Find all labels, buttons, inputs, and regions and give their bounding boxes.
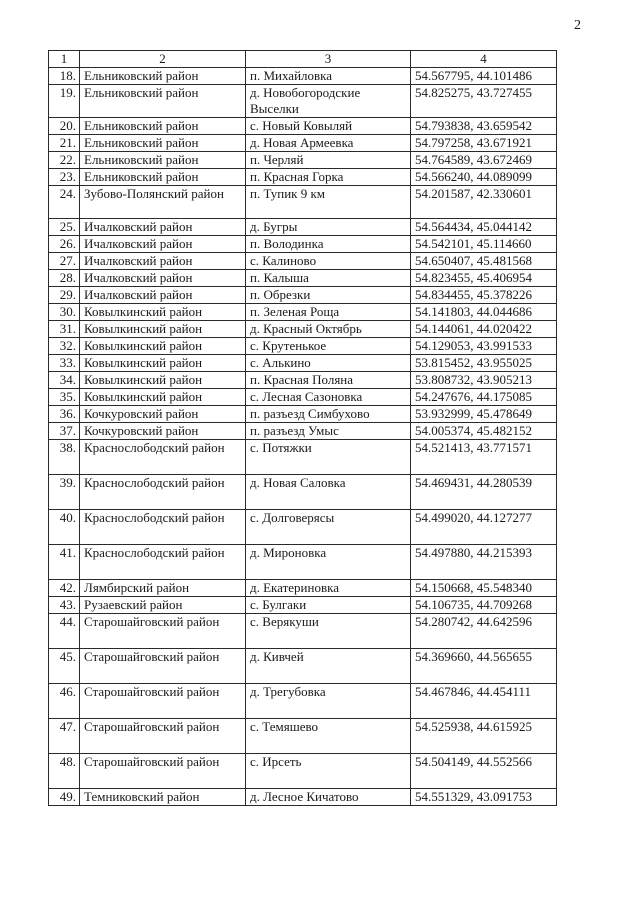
coordinates-cell: 54.467846, 44.454111 — [411, 684, 557, 719]
settlement-cell: д. Екатериновка — [246, 580, 411, 597]
settlement-cell: п. Калыша — [246, 270, 411, 287]
settlement-cell: п. Володинка — [246, 236, 411, 253]
table-row — [49, 545, 557, 580]
row-number: 34. — [49, 372, 80, 389]
district-cell: Краснослободский район — [80, 545, 246, 580]
settlement-cell: п. разъезд Симбухово — [246, 406, 411, 423]
district-cell: Ельниковский район — [80, 152, 246, 169]
table-row — [49, 253, 557, 270]
district-cell: Рузаевский район — [80, 597, 246, 614]
table-row — [49, 614, 557, 649]
table-row — [49, 355, 557, 372]
settlement-cell: с. Темяшево — [246, 719, 411, 754]
row-number: 25. — [49, 219, 80, 236]
district-cell: Ичалковский район — [80, 219, 246, 236]
row-number: 41. — [49, 545, 80, 580]
district-cell: Ельниковский район — [80, 118, 246, 135]
coordinates-cell: 54.551329, 43.091753 — [411, 789, 557, 806]
coordinates-cell: 54.825275, 43.727455 — [411, 85, 557, 118]
table-row — [49, 287, 557, 304]
row-number: 38. — [49, 440, 80, 475]
table-row — [49, 406, 557, 423]
district-cell: Лямбирский район — [80, 580, 246, 597]
coordinates-cell: 54.504149, 44.552566 — [411, 754, 557, 789]
row-number: 47. — [49, 719, 80, 754]
coordinates-cell: 54.280742, 44.642596 — [411, 614, 557, 649]
district-cell: Темниковский район — [80, 789, 246, 806]
row-number: 36. — [49, 406, 80, 423]
district-cell: Ковылкинский район — [80, 321, 246, 338]
settlement-cell: п. Зеленая Роща — [246, 304, 411, 321]
table-row — [49, 510, 557, 545]
table-row — [49, 304, 557, 321]
coordinates-cell: 54.823455, 45.406954 — [411, 270, 557, 287]
coordinates-cell: 53.932999, 45.478649 — [411, 406, 557, 423]
district-cell: Ельниковский район — [80, 169, 246, 186]
coordinates-cell: 53.815452, 43.955025 — [411, 355, 557, 372]
settlement-cell: д. Кивчей — [246, 649, 411, 684]
table-row — [49, 789, 557, 806]
row-number: 35. — [49, 389, 80, 406]
district-cell: Ичалковский район — [80, 287, 246, 304]
row-number: 30. — [49, 304, 80, 321]
coordinates-cell: 53.808732, 43.905213 — [411, 372, 557, 389]
settlement-cell: с. Булгаки — [246, 597, 411, 614]
table-row — [49, 580, 557, 597]
row-number: 23. — [49, 169, 80, 186]
table-row — [49, 85, 557, 118]
row-number: 39. — [49, 475, 80, 510]
column-header-4: 4 — [411, 51, 557, 68]
row-number: 18. — [49, 68, 80, 85]
coordinates-cell: 54.525938, 44.615925 — [411, 719, 557, 754]
settlement-cell: п. Михайловка — [246, 68, 411, 85]
row-number: 44. — [49, 614, 80, 649]
settlement-cell: п. Тупик 9 км — [246, 186, 411, 219]
table-row — [49, 118, 557, 135]
district-cell: Ичалковский район — [80, 270, 246, 287]
coordinates-cell: 54.567795, 44.101486 — [411, 68, 557, 85]
row-number: 48. — [49, 754, 80, 789]
coordinates-cell: 54.005374, 45.482152 — [411, 423, 557, 440]
table-body — [49, 68, 557, 806]
table-row — [49, 389, 557, 406]
district-cell: Старошайговский район — [80, 754, 246, 789]
coordinates-cell: 54.793838, 43.659542 — [411, 118, 557, 135]
row-number: 29. — [49, 287, 80, 304]
settlement-cell: с. Новый Ковыляй — [246, 118, 411, 135]
coordinates-cell: 54.764589, 43.672469 — [411, 152, 557, 169]
coordinates-cell: 54.369660, 44.565655 — [411, 649, 557, 684]
coordinates-cell: 54.564434, 45.044142 — [411, 219, 557, 236]
district-cell: Ковылкинский район — [80, 389, 246, 406]
coordinates-cell: 54.497880, 44.215393 — [411, 545, 557, 580]
row-number: 21. — [49, 135, 80, 152]
district-cell: Ковылкинский район — [80, 372, 246, 389]
coordinates-cell: 54.469431, 44.280539 — [411, 475, 557, 510]
coordinates-cell: 54.521413, 43.771571 — [411, 440, 557, 475]
row-number: 20. — [49, 118, 80, 135]
table-row — [49, 338, 557, 355]
coordinates-cell: 54.834455, 45.378226 — [411, 287, 557, 304]
district-cell: Кочкуровский район — [80, 406, 246, 423]
table-row — [49, 475, 557, 510]
district-cell: Краснослободский район — [80, 440, 246, 475]
district-cell: Старошайговский район — [80, 684, 246, 719]
table-row — [49, 321, 557, 338]
table-row — [49, 754, 557, 789]
district-cell: Ковылкинский район — [80, 304, 246, 321]
settlement-cell: д. Новобогородские Выселки — [246, 85, 411, 118]
settlement-cell: д. Новая Армеевка — [246, 135, 411, 152]
settlement-cell: д. Новая Саловка — [246, 475, 411, 510]
row-number: 49. — [49, 789, 80, 806]
district-cell: Старошайговский район — [80, 719, 246, 754]
row-number: 45. — [49, 649, 80, 684]
row-number: 32. — [49, 338, 80, 355]
page-number: 2 — [574, 18, 581, 33]
coordinates-cell: 54.201587, 42.330601 — [411, 186, 557, 219]
coordinates-cell: 54.542101, 45.114660 — [411, 236, 557, 253]
row-number: 31. — [49, 321, 80, 338]
table-row — [49, 597, 557, 614]
table-row — [49, 169, 557, 186]
settlement-cell: п. Черляй — [246, 152, 411, 169]
settlement-cell: п. Обрезки — [246, 287, 411, 304]
settlement-cell: с. Калиново — [246, 253, 411, 270]
district-cell: Ковылкинский район — [80, 338, 246, 355]
settlement-cell: п. Красная Горка — [246, 169, 411, 186]
table-row — [49, 68, 557, 85]
coordinates-cell: 54.141803, 44.044686 — [411, 304, 557, 321]
district-cell: Краснослободский район — [80, 510, 246, 545]
column-header-3: 3 — [246, 51, 411, 68]
coordinates-cell: 54.106735, 44.709268 — [411, 597, 557, 614]
row-number: 46. — [49, 684, 80, 719]
district-cell: Кочкуровский район — [80, 423, 246, 440]
table-row — [49, 684, 557, 719]
row-number: 26. — [49, 236, 80, 253]
coordinates-cell: 54.499020, 44.127277 — [411, 510, 557, 545]
settlement-cell: с. Лесная Сазоновка — [246, 389, 411, 406]
table-row — [49, 372, 557, 389]
row-number: 33. — [49, 355, 80, 372]
row-number: 43. — [49, 597, 80, 614]
district-cell: Ковылкинский район — [80, 355, 246, 372]
settlements-table — [48, 50, 557, 806]
row-number: 19. — [49, 85, 80, 118]
table-row — [49, 236, 557, 253]
district-cell: Ичалковский район — [80, 253, 246, 270]
coordinates-cell: 54.797258, 43.671921 — [411, 135, 557, 152]
column-header-2: 2 — [80, 51, 246, 68]
row-number: 22. — [49, 152, 80, 169]
row-number: 28. — [49, 270, 80, 287]
settlement-cell: с. Долговерясы — [246, 510, 411, 545]
settlement-cell: с. Алькино — [246, 355, 411, 372]
settlement-cell: с. Верякуши — [246, 614, 411, 649]
row-number: 37. — [49, 423, 80, 440]
district-cell: Ельниковский район — [80, 68, 246, 85]
row-number: 27. — [49, 253, 80, 270]
settlement-cell: п. разъезд Умыс — [246, 423, 411, 440]
table-row — [49, 219, 557, 236]
district-cell: Ельниковский район — [80, 135, 246, 152]
district-cell: Зубово-Полянский район — [80, 186, 246, 219]
coordinates-cell: 54.650407, 45.481568 — [411, 253, 557, 270]
table-row — [49, 135, 557, 152]
settlement-cell: с. Крутенькое — [246, 338, 411, 355]
settlement-cell: п. Красная Поляна — [246, 372, 411, 389]
table-row — [49, 270, 557, 287]
row-number: 24. — [49, 186, 80, 219]
table-row — [49, 152, 557, 169]
coordinates-cell: 54.144061, 44.020422 — [411, 321, 557, 338]
district-cell: Ичалковский район — [80, 236, 246, 253]
table-row — [49, 649, 557, 684]
column-header-1: 1 — [49, 51, 80, 68]
table-row — [49, 423, 557, 440]
coordinates-cell: 54.247676, 44.175085 — [411, 389, 557, 406]
coordinates-cell: 54.129053, 43.991533 — [411, 338, 557, 355]
settlement-cell: д. Красный Октябрь — [246, 321, 411, 338]
table-row — [49, 719, 557, 754]
settlement-cell: д. Бугры — [246, 219, 411, 236]
coordinates-cell: 54.566240, 44.089099 — [411, 169, 557, 186]
district-cell: Старошайговский район — [80, 649, 246, 684]
row-number: 40. — [49, 510, 80, 545]
row-number: 42. — [49, 580, 80, 597]
coordinates-cell: 54.150668, 45.548340 — [411, 580, 557, 597]
settlement-cell: д. Лесное Кичатово — [246, 789, 411, 806]
district-cell: Старошайговский район — [80, 614, 246, 649]
table-row — [49, 186, 557, 219]
table-header-row — [49, 51, 557, 68]
settlement-cell: д. Мироновка — [246, 545, 411, 580]
settlement-cell: с. Ирсеть — [246, 754, 411, 789]
district-cell: Краснослободский район — [80, 475, 246, 510]
settlement-cell: с. Потяжки — [246, 440, 411, 475]
settlement-cell: д. Трегубовка — [246, 684, 411, 719]
table-row — [49, 440, 557, 475]
district-cell: Ельниковский район — [80, 85, 246, 118]
